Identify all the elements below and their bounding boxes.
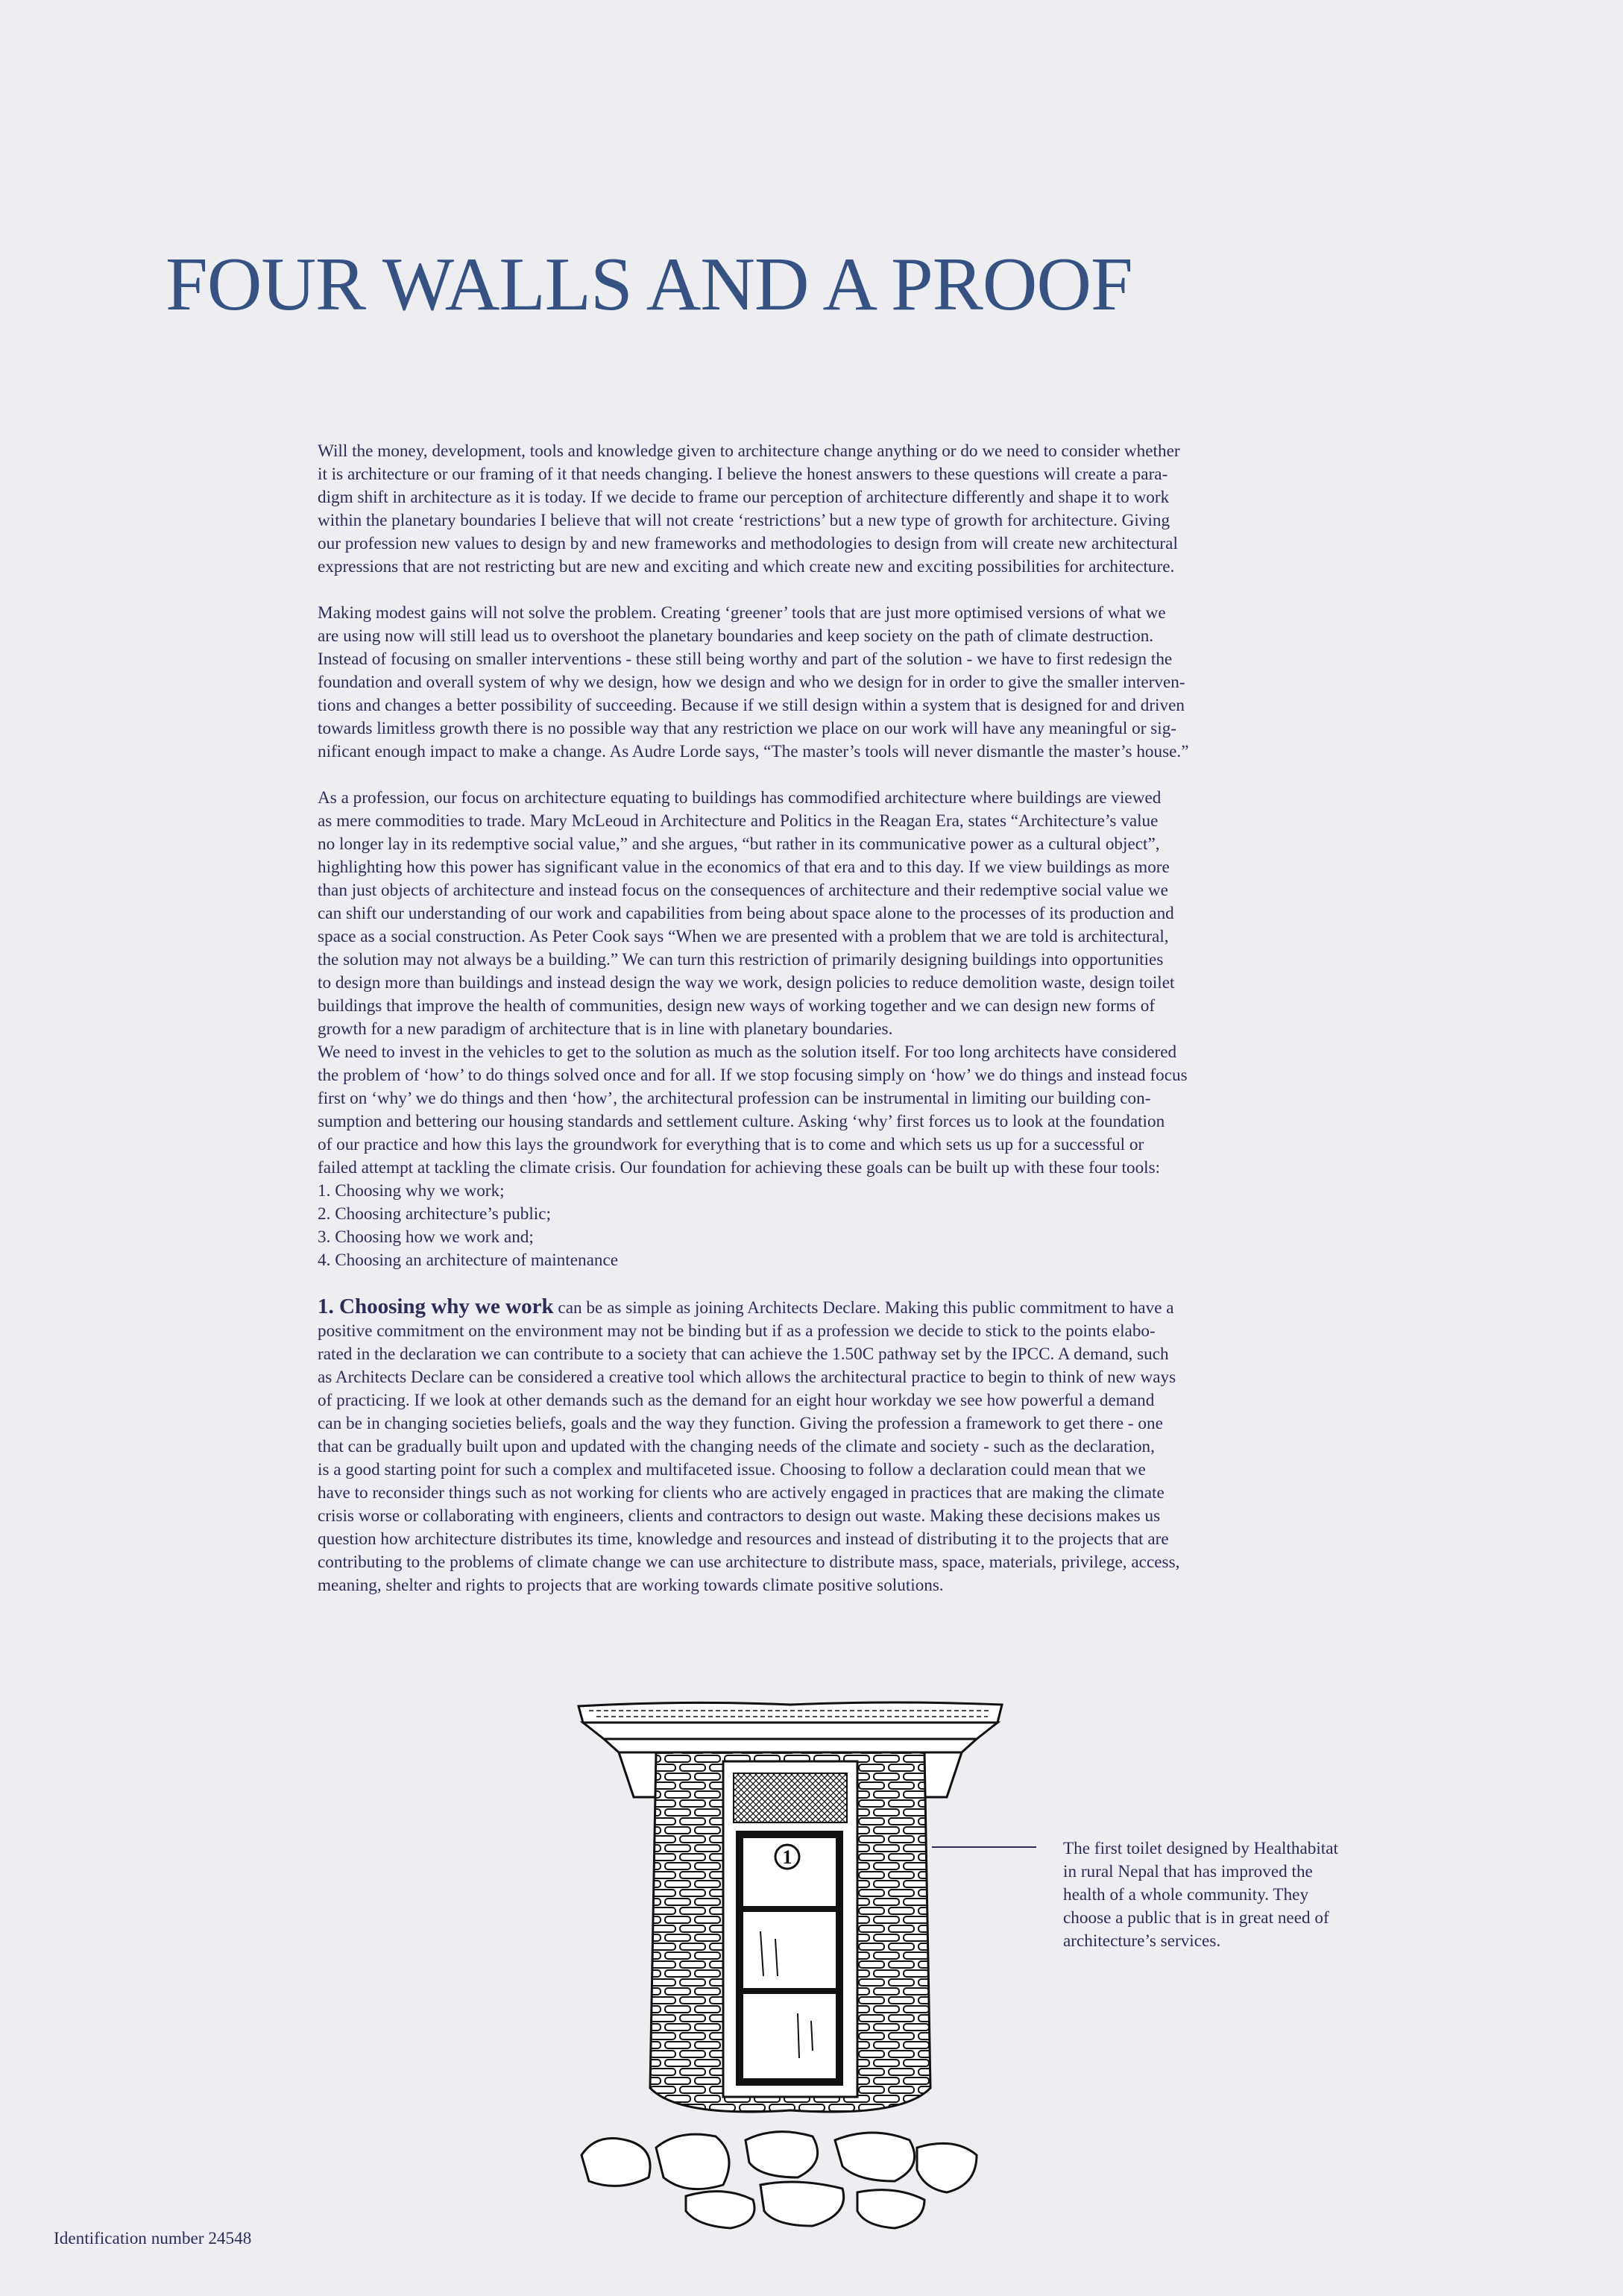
figure-caption xyxy=(1063,1837,1391,1953)
doorway xyxy=(723,1761,857,2097)
caption-line: in rural Nepal that has improved the xyxy=(1063,1862,1313,1881)
toilet-illustration xyxy=(574,1700,1006,2230)
section-line: can be in changing societies beliefs, goals and the way they function. Giving the profession a framework to get there - one xyxy=(318,1414,1163,1433)
body-line: to design more than buildings and instead design the way we work, design policies to reduce demolition waste, design toilet xyxy=(318,973,1175,993)
section-lead-text: can be as simple as joining Architects Declare. Making this public commitment to have a xyxy=(553,1298,1174,1318)
body-line: highlighting how this power has significant value in the economics of that era and to this day. If we view buildings as more xyxy=(318,858,1170,877)
roof-slab xyxy=(579,1702,1002,1752)
body-line: space as a social construction. As Peter Cook says “When we are presented with a problem that we are told is architectural, xyxy=(318,927,1169,946)
body-line: foundation and overall system of why we design, how we design and who we design for in order to give the smaller interven- xyxy=(318,673,1185,692)
body-line: expressions that are not restricting but are new and exciting and which create new and exciting possibilities for architecture. xyxy=(318,557,1175,576)
foundation-stones xyxy=(582,2132,977,2228)
section-heading: 1. Choosing why we work xyxy=(318,1295,554,1318)
body-line: buildings that improve the health of communities, design new ways of working together and we can design new forms of xyxy=(318,996,1156,1016)
body-line: 1. Choosing why we work; xyxy=(318,1181,505,1201)
body-line: first on ‘why’ we do things and then ‘how’, the architectural profession can be instrumental in limiting our building con- xyxy=(318,1089,1151,1108)
body-line: the solution may not always be a building.” We can turn this restriction of primarily designing buildings into opportunities xyxy=(318,950,1164,969)
body-line: 2. Choosing architecture’s public; xyxy=(318,1204,551,1224)
essay-body xyxy=(318,440,1309,1597)
section-line: question how architecture distributes its time, knowledge and resources and instead of distributing it to the projects that are xyxy=(318,1529,1169,1549)
caption-line: The first toilet designed by Healthabitat xyxy=(1063,1839,1338,1858)
body-line: We need to invest in the vehicles to get to the solution as much as the solution itself. For too long architects have considered xyxy=(318,1042,1177,1062)
section-line: meaning, shelter and rights to projects that are working towards climate positive solutions. xyxy=(318,1576,944,1595)
body-line: growth for a new paradigm of architecture that is in line with planetary boundaries. xyxy=(318,1019,893,1039)
section-first-line xyxy=(318,1295,1309,1320)
section-line: have to reconsider things such as not working for clients who are actively engaged in practices that are making the climate xyxy=(318,1483,1165,1503)
body-line: it is architecture or our framing of it that needs changing. I believe the honest answers to these questions will create a para- xyxy=(318,465,1168,484)
section-line: contributing to the problems of climate change we can use architecture to distribute mass, space, materials, privilege, access, xyxy=(318,1553,1180,1572)
body-line: as mere commodities to trade. Mary McLeoud in Architecture and Politics in the Reagan Era, states “Architecture’s value xyxy=(318,811,1159,831)
body-line: As a profession, our focus on architecture equating to buildings has commodified architecture where buildings are viewed xyxy=(318,788,1162,808)
section-line: positive commitment on the environment may not be binding but if as a profession we decide to stick to the points elabo- xyxy=(318,1321,1156,1341)
section-line: is a good starting point for such a complex and multifaceted issue. Choosing to follow a declaration could mean that we xyxy=(318,1460,1146,1479)
section-line: that can be gradually built upon and updated with the changing needs of the climate and society - such as the declaration, xyxy=(318,1437,1155,1456)
body-line: are using now will still lead us to overshoot the planetary boundaries and keep society on the path of climate destruction. xyxy=(318,626,1154,646)
body-line: of our practice and how this lays the groundwork for everything that is to come and which sets us up for a successful or xyxy=(318,1135,1144,1154)
caption-line: health of a whole community. They xyxy=(1063,1885,1309,1905)
page-title: FOUR WALLS AND A PROOF xyxy=(166,242,1132,327)
section-line: of practicing. If we look at other demands such as the demand for an eight hour workday we see how powerful a demand xyxy=(318,1391,1155,1410)
body-line: digm shift in architecture as it is today. If we decide to frame our perception of architecture differently and shape it to work xyxy=(318,488,1170,507)
body-line: Making modest gains will not solve the problem. Creating ‘greener’ tools that are just more optimised versions of what we xyxy=(318,603,1166,623)
body-line: the problem of ‘how’ to do things solved once and for all. If we stop focusing simply on ‘how’ we do things and instead focus xyxy=(318,1066,1188,1085)
body-line: Will the money, development, tools and knowledge given to architecture change anything or do we need to consider whether xyxy=(318,441,1180,461)
identification-number: Identification number 24548 xyxy=(54,2229,252,2248)
body-line: 3. Choosing how we work and; xyxy=(318,1227,534,1247)
section-line: as Architects Declare can be considered a creative tool which allows the architectural practice to begin to think of new ways xyxy=(318,1368,1176,1387)
body-line: Instead of focusing on smaller interventions - these still being worthy and part of the solution - we have to first redesign the xyxy=(318,650,1173,669)
body-line: our profession new values to design by and new frameworks and methodologies to design from will create new architectural xyxy=(318,534,1178,553)
body-line: sumption and bettering our housing standards and settlement culture. Asking ‘why’ first forces us to look at the foundation xyxy=(318,1112,1165,1131)
body-line: no longer lay in its redemptive social value,” and she argues, “but rather in its communicative power as a cultural object”, xyxy=(318,834,1160,854)
door-number: 1 xyxy=(782,1846,792,1868)
section-line: rated in the declaration we can contribute to a society that can achieve the 1.50C pathway set by the IPCC. A demand, such xyxy=(318,1344,1169,1364)
body-line: failed attempt at tackling the climate crisis. Our foundation for achieving these goals can be built up with these four tools: xyxy=(318,1158,1161,1177)
caption-line: choose a public that is in great need of xyxy=(1063,1908,1329,1928)
body-line: within the planetary boundaries I believe that will not create ‘restrictions’ but a new type of growth for architecture. Giving xyxy=(318,511,1170,530)
body-line: than just objects of architecture and instead focus on the consequences of architecture and their redemptive social value we xyxy=(318,881,1168,900)
body-line: can shift our understanding of our work and capabilities from being about space alone to the processes of its production and xyxy=(318,904,1174,923)
body-line: tions and changes a better possibility of succeeding. Because if we still design within a system that is designed for and driven xyxy=(318,696,1185,715)
body-line: towards limitless growth there is no possible way that any restriction we place on our work will have any meaningful or sig- xyxy=(318,719,1177,738)
section-line: crisis worse or collaborating with engineers, clients and contractors to design out waste. Making these decisions makes us xyxy=(318,1506,1161,1526)
caption-line: architecture’s services. xyxy=(1063,1931,1221,1951)
caption-leader-line xyxy=(932,1846,1036,1848)
body-line: 4. Choosing an architecture of maintenance xyxy=(318,1251,619,1270)
body-line: nificant enough impact to make a change. As Audre Lorde says, “The master’s tools will never dismantle the master’s house.” xyxy=(318,742,1189,761)
